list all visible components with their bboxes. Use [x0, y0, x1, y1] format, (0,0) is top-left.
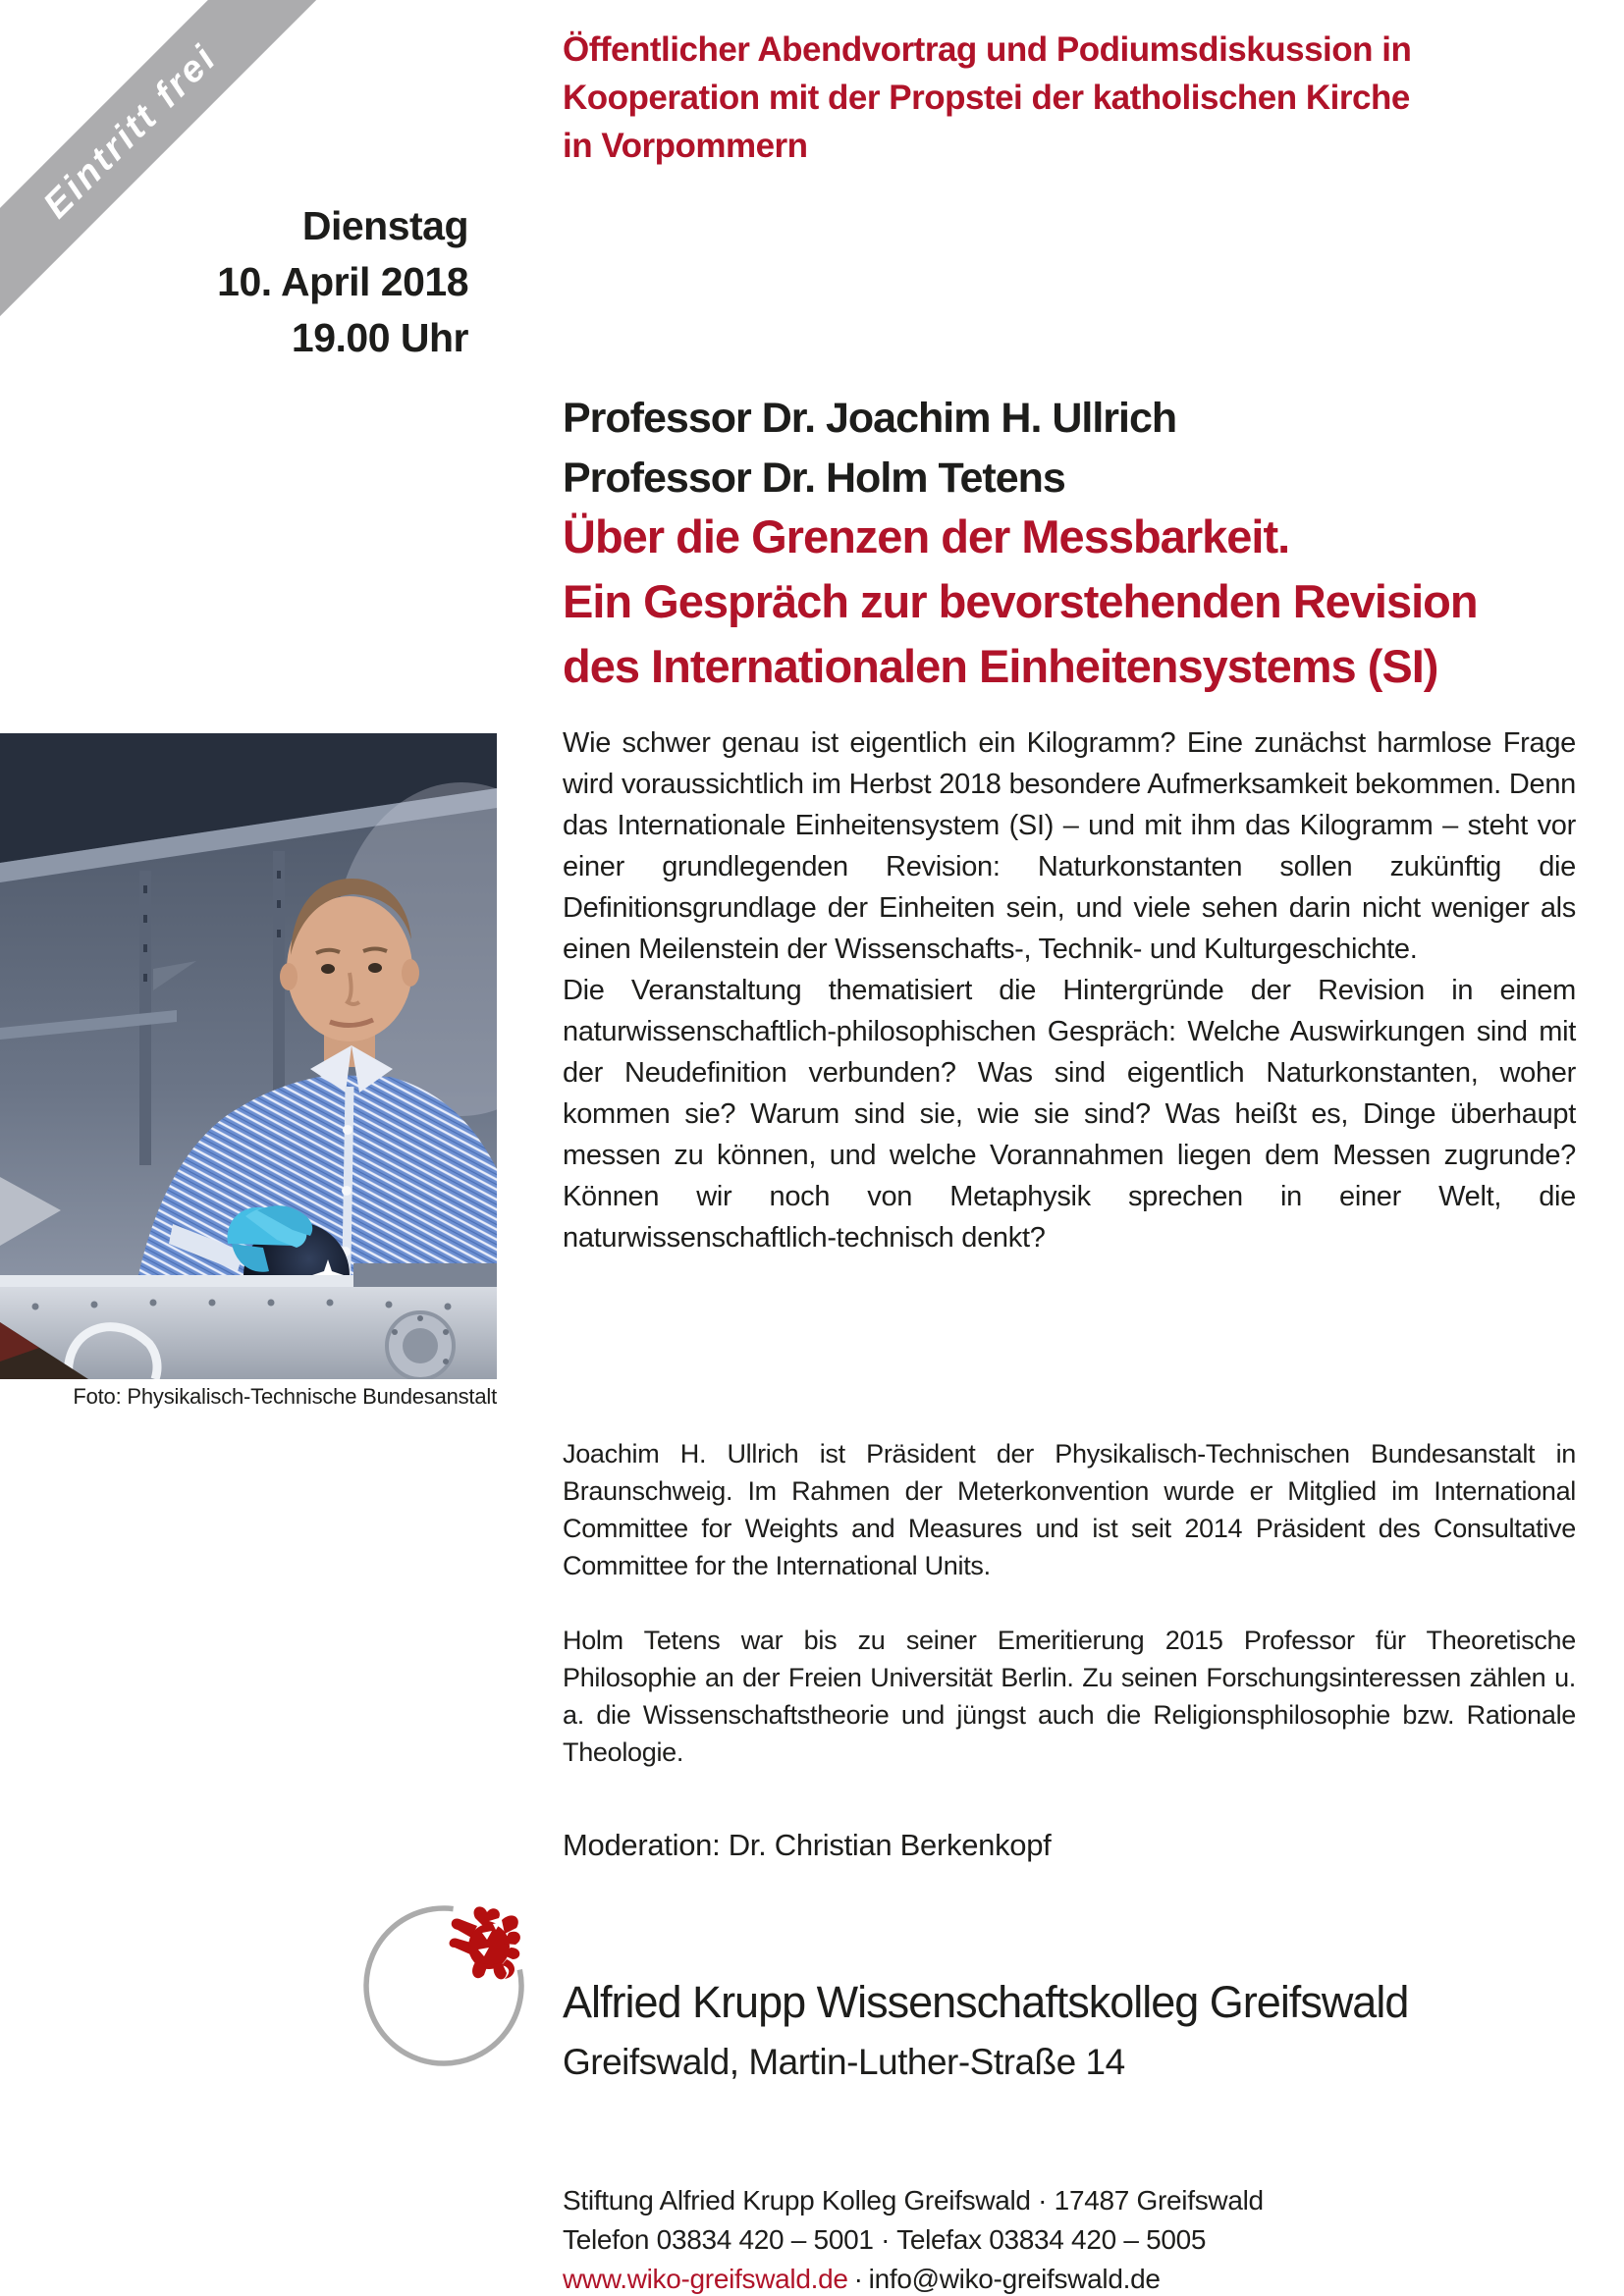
- event-kicker-line: Kooperation mit der Propstei der katholischen Kirche: [563, 79, 1410, 117]
- event-title-line: Über die Grenzen der Messbarkeit.: [563, 510, 1290, 562]
- moderation-line: Moderation: Dr. Christian Berkenkopf: [563, 1828, 1052, 1862]
- griffin-icon: [450, 1906, 520, 1979]
- abstract-paragraph: Die Veranstaltung thematisiert die Hintergründe der Revision in einem naturwissenschaftlich-philosophischen Gespräch: Welche Auswirkungen sind mit der Neudefinition verbunden? Was sind eigentlich Naturkonstanten, woher kommen sie? Warum sind sie, wie sie sind? Was heißt es, Dinge überhaupt messen zu können, und welche Vorannahmen liegen dem Messen zugrunde? Können wir noch von Metaphysik sprechen in einer Welt, die naturwissenschaftlich-technisch denkt?: [563, 975, 1576, 1254]
- kolleg-logo: [359, 1902, 528, 2071]
- event-title-line: des Internationalen Einheitensystems (SI): [563, 640, 1438, 692]
- abstract-paragraph: Wie schwer genau ist eigentlich ein Kilogramm? Eine zunächst harmlose Frage wird voraussichtlich im Herbst 2018 besondere Aufmerksamkeit bekommen. Denn das Internationale Einheitensystem (SI) – und mit ihm das Kilogramm – steht vor einer grundlegenden Revision: Naturkonstanten sollen zukünftig die Definitionsgrundlage der Einheiten sein, und viele sehen darin nicht weniger als einen Meilenstein der Wissenschafts-, Technik- und Kulturgeschichte.: [563, 727, 1576, 965]
- bio-ullrich: Joachim H. Ullrich ist Präsident der Physikalisch-Technischen Bundesanstalt in Braunschweig. Im Rahmen der Meterkonvention wurde er Mitglied im International Committee for Weights and Measures und ist seit 2014 Präsident des Consultative Committee for the International Units.: [563, 1439, 1576, 1580]
- speaker-photo-illustration: [0, 733, 497, 1379]
- event-abstract: [563, 722, 1576, 1258]
- speaker-names: [563, 389, 1176, 508]
- event-date-block: [217, 198, 468, 366]
- email-link[interactable]: info@wiko-greifswald.de: [868, 2264, 1161, 2294]
- venue-name: Alfried Krupp Wissenschaftskolleg Greifswald: [563, 1977, 1409, 2027]
- venue-address: Greifswald, Martin-Luther-Straße 14: [563, 2042, 1125, 2082]
- bio-tetens: Holm Tetens war bis zu seiner Emeritierung 2015 Professor für Theoretische Philosophie an der Freien Universität Berlin. Zu seinen Forschungsinteressen zählen u. a. die Wissenschaftstheorie und jüngst auch die Religionsphilosophie bzw. Rationale Theologie.: [563, 1626, 1576, 1767]
- website-link[interactable]: www.wiko-greifswald.de: [563, 2264, 848, 2294]
- kolleg-logo-graphic: [359, 1902, 528, 2071]
- footer-links-line: [563, 2260, 1264, 2296]
- event-time: 19.00 Uhr: [291, 315, 468, 360]
- event-weekday: Dienstag: [301, 203, 468, 248]
- footer-address-line: Stiftung Alfried Krupp Kolleg Greifswald · 17487 Greifswald: [563, 2185, 1264, 2216]
- speaker-name: Professor Dr. Joachim H. Ullrich: [563, 395, 1177, 442]
- event-kicker-line: in Vorpommern: [563, 127, 808, 165]
- speaker-name: Professor Dr. Holm Tetens: [563, 454, 1065, 502]
- footer-phone-line: Telefon 03834 420 – 5001 · Telefax 03834 420 – 5005: [563, 2224, 1207, 2255]
- footer-contact: [563, 2181, 1264, 2296]
- event-date: 10. April 2018: [217, 259, 468, 304]
- speaker-photo: [0, 733, 497, 1379]
- photo-caption: Foto: Physikalisch-Technische Bundesanstalt: [73, 1384, 497, 1409]
- event-kicker: [563, 26, 1535, 170]
- event-title-line: Ein Gespräch zur bevorstehenden Revision: [563, 575, 1478, 627]
- footer-separator: ·: [853, 2264, 863, 2294]
- event-kicker-line: Öffentlicher Abendvortrag und Podiumsdiskussion in: [563, 30, 1412, 69]
- admission-ribbon-label: Eintritt frei: [35, 36, 226, 227]
- event-title: [563, 505, 1584, 699]
